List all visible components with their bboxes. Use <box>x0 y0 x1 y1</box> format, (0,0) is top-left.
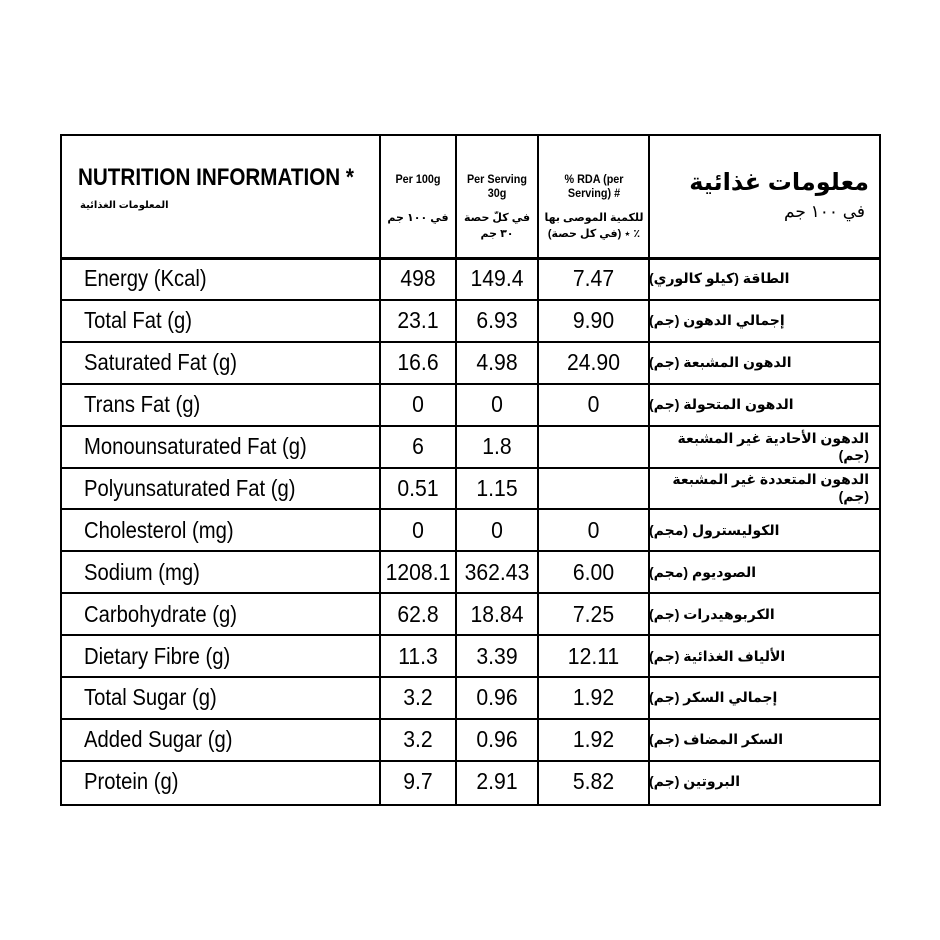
value-rda: 5.82 <box>572 768 615 795</box>
value-per-serving: 0.96 <box>476 726 518 753</box>
value-rda: 0 <box>587 391 600 418</box>
nutrient-name-ar: إجمالي الدهون (جم) <box>649 312 785 329</box>
value-per100: 23.1 <box>397 307 439 334</box>
value-per-serving: 4.98 <box>476 349 518 376</box>
nutrient-name-ar: الدهون المتحولة (جم) <box>649 396 794 413</box>
nutrient-name-ar: الكربوهيدرات (جم) <box>649 605 775 622</box>
value-rda: 1.92 <box>572 726 615 753</box>
value-rda <box>543 469 643 509</box>
value-per100: 16.6 <box>397 349 439 376</box>
nutrient-name-ar: الألياف الغذائية (جم) <box>649 647 786 664</box>
value-per100: 6 <box>412 433 424 460</box>
nutrient-name: Saturated Fat (g) <box>84 349 237 376</box>
value-per-serving: 0 <box>491 516 503 543</box>
nutrient-name-ar: السكر المضاف (جم) <box>649 731 784 748</box>
col-rda-header-ar: للكمية الموصى بها ٪ ٭ (في كل حصة) <box>544 212 644 240</box>
title-ar: معلومات غذائية <box>689 169 869 196</box>
value-rda: 24.90 <box>567 349 620 376</box>
value-rda: 7.25 <box>572 600 615 627</box>
nutrient-name-ar: الطاقة (كيلو كالوري) <box>649 270 790 287</box>
value-per100: 11.3 <box>398 642 438 669</box>
nutrient-name: Sodium (mg) <box>84 558 200 585</box>
value-per-serving: 6.93 <box>476 307 518 334</box>
value-per-serving: 1.15 <box>476 474 518 501</box>
value-per-serving: 149.4 <box>470 265 524 292</box>
value-per-serving: 0.96 <box>476 684 518 711</box>
value-per-serving: 2.91 <box>476 768 518 795</box>
value-per100: 3.2 <box>403 684 433 711</box>
value-per-serving: 1.8 <box>482 433 512 460</box>
nutrient-name: Monounsaturated Fat (g) <box>84 433 307 460</box>
nutrient-name: Trans Fat (g) <box>84 391 201 418</box>
nutrient-name: Energy (Kcal) <box>84 265 207 292</box>
nutrient-name-ar: الدهون المتعددة غير المشبعة (جم) <box>672 471 869 505</box>
nutrient-name: Added Sugar (g) <box>84 726 233 753</box>
title-ar-sub: في ١٠٠ جم <box>784 202 865 221</box>
value-per100: 3.2 <box>403 726 433 753</box>
value-per100: 9.7 <box>403 768 433 795</box>
col-serving-header: Per Serving 30g <box>466 172 528 200</box>
value-per-serving: 0 <box>491 391 503 418</box>
value-rda: 9.90 <box>572 307 615 334</box>
value-rda: 1.92 <box>572 684 615 711</box>
nutrient-name: Carbohydrate (g) <box>84 600 237 627</box>
value-per-serving: 18.84 <box>470 600 524 627</box>
value-rda: 7.47 <box>572 265 615 292</box>
value-rda: 12.11 <box>567 642 620 669</box>
value-per100: 1208.1 <box>385 558 451 585</box>
nutrient-name: Dietary Fibre (g) <box>84 642 231 669</box>
value-per-serving: 362.43 <box>464 558 530 585</box>
nutrient-name: Total Fat (g) <box>84 307 192 334</box>
value-rda <box>543 427 643 467</box>
nutrient-name: Cholesterol (mg) <box>84 516 234 543</box>
column-divider <box>379 136 381 804</box>
value-per-serving: 3.39 <box>476 642 518 669</box>
nutrient-name-ar: الكوليسترول (مجم) <box>649 521 780 538</box>
value-per100: 498 <box>400 265 436 292</box>
column-divider <box>537 136 539 804</box>
value-per100: 0 <box>412 516 424 543</box>
col-per100-header: Per 100g <box>395 172 441 186</box>
col-rda-header: % RDA (per Serving) # <box>564 172 624 200</box>
value-rda: 6.00 <box>572 558 615 585</box>
column-divider <box>455 136 457 804</box>
nutrient-name: Total Sugar (g) <box>84 684 217 711</box>
col-serving-header-ar: في كلّ حصة ٣٠ جم <box>463 212 531 240</box>
nutrient-name-ar: الدهون المشبعة (جم) <box>649 354 792 371</box>
nutrient-name: Polyunsaturated Fat (g) <box>84 474 296 501</box>
col-per100-header-ar: في ١٠٠ جم <box>387 212 449 224</box>
nutrient-name-ar: إجمالي السكر (جم) <box>649 689 778 706</box>
nutrient-name: Protein (g) <box>84 768 179 795</box>
title-en: NUTRITION INFORMATION * <box>78 164 354 191</box>
title-ar-small: المعلومات الغذائية <box>80 200 169 211</box>
value-per100: 62.8 <box>397 600 439 627</box>
nutrient-name-ar: الصوديوم (مجم) <box>649 563 757 580</box>
nutrition-table <box>60 134 881 806</box>
value-per100: 0 <box>412 391 424 418</box>
nutrient-name-ar: الدهون الأحادية غير المشبعة (جم) <box>677 429 869 463</box>
nutrient-name-ar: البروتين (جم) <box>649 773 741 790</box>
value-rda: 0 <box>587 516 600 543</box>
value-per100: 0.51 <box>397 474 439 501</box>
